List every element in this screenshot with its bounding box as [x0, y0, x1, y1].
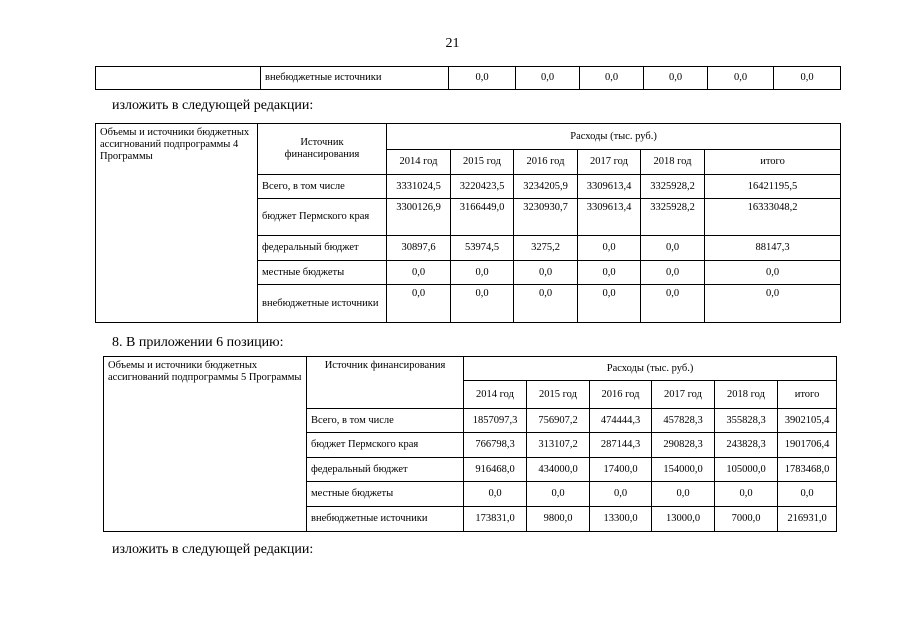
value-cell: 13000,0 [652, 507, 715, 532]
value-cell: 0,0 [451, 261, 514, 285]
heading-appendix-6: 8. В приложении 6 позицию: [112, 335, 284, 350]
source-header: Источник финансирования [307, 357, 464, 409]
value-cell: 434000,0 [527, 458, 590, 482]
program-cell: Объемы и источники бюджетных ассигнований подпрограммы 4 Программы [96, 124, 258, 323]
value-cell: 3300126,9 [387, 199, 451, 236]
value-cell: 0,0 [578, 285, 641, 323]
year-header: 2017 год [652, 381, 715, 409]
value-cell: 457828,3 [652, 409, 715, 433]
value-cell: 0,0 [514, 261, 578, 285]
row-label: местные бюджеты [307, 482, 464, 507]
value-cell: 0,0 [641, 236, 705, 261]
value-cell: 88147,3 [705, 236, 841, 261]
value-cell: 3309613,4 [578, 175, 641, 199]
value-cell: 30897,6 [387, 236, 451, 261]
value-cell: 0,0 [705, 285, 841, 323]
value-cell: 7000,0 [715, 507, 778, 532]
value-cell: 16421195,5 [705, 175, 841, 199]
value-cell: 16333048,2 [705, 199, 841, 236]
value-cell: 0,0 [641, 261, 705, 285]
value-cell: 0,0 [514, 285, 578, 323]
value-cell: 9800,0 [527, 507, 590, 532]
page-number: 21 [445, 36, 460, 51]
heading-edit-instruction-1: изложить в следующей редакции: [112, 98, 314, 113]
value-cell: 313107,2 [527, 433, 590, 458]
value-cell: 0,0 [715, 482, 778, 507]
value-cell: 17400,0 [590, 458, 652, 482]
heading-edit-instruction-2: изложить в следующей редакции: [112, 542, 314, 557]
value-cell: 355828,3 [715, 409, 778, 433]
source-header: Источник финансирования [258, 124, 387, 175]
value-cell: 105000,0 [715, 458, 778, 482]
year-header: 2018 год [715, 381, 778, 409]
value-cell: 0,0 [778, 482, 837, 507]
value-cell: 290828,3 [652, 433, 715, 458]
row-label: местные бюджеты [258, 261, 387, 285]
value-cell: 216931,0 [778, 507, 837, 532]
value-cell: 0,0 [590, 482, 652, 507]
value-cell: 53974,5 [451, 236, 514, 261]
value-cell: 3166449,0 [451, 199, 514, 236]
year-header: 2014 год [464, 381, 527, 409]
value-cell: 1857097,3 [464, 409, 527, 433]
value-cell: 243828,3 [715, 433, 778, 458]
value-cell: 0,0 [464, 482, 527, 507]
value-cell: 474444,3 [590, 409, 652, 433]
row-label: Всего, в том числе [258, 175, 387, 199]
year-header: 2016 год [590, 381, 652, 409]
value-cell: 0,0 [451, 285, 514, 323]
value-cell: 0,0 [708, 67, 774, 90]
program-cell: Объемы и источники бюджетных ассигнований подпрограммы 5 Программы [104, 357, 307, 532]
year-header: 2018 год [641, 150, 705, 175]
value-cell: 287144,3 [590, 433, 652, 458]
value-cell: 0,0 [644, 67, 708, 90]
value-cell: 3230930,7 [514, 199, 578, 236]
value-cell: 0,0 [641, 285, 705, 323]
year-header: 2016 год [514, 150, 578, 175]
continuation-table [95, 66, 841, 90]
value-cell: 1901706,4 [778, 433, 837, 458]
value-cell: 154000,0 [652, 458, 715, 482]
value-cell: 0,0 [516, 67, 580, 90]
row-label: внебюджетные источники [307, 507, 464, 532]
table-row [96, 67, 841, 90]
value-cell: 0,0 [580, 67, 644, 90]
year-header: 2017 год [578, 150, 641, 175]
value-cell: 0,0 [527, 482, 590, 507]
value-cell: 173831,0 [464, 507, 527, 532]
value-cell: 756907,2 [527, 409, 590, 433]
subprogram-5-table [103, 356, 837, 532]
value-cell: 916468,0 [464, 458, 527, 482]
total-header: итого [705, 150, 841, 175]
total-header: итого [778, 381, 837, 409]
row-label: федеральный бюджет [307, 458, 464, 482]
value-cell: 0,0 [578, 236, 641, 261]
value-cell: 3234205,9 [514, 175, 578, 199]
year-header: 2014 год [387, 150, 451, 175]
value-cell: 3309613,4 [578, 199, 641, 236]
value-cell: 3220423,5 [451, 175, 514, 199]
expenses-header: Расходы (тыс. руб.) [387, 124, 841, 150]
value-cell: 1783468,0 [778, 458, 837, 482]
value-cell: 0,0 [652, 482, 715, 507]
table-header-row [96, 124, 841, 150]
row-label: внебюджетные источники [258, 285, 387, 323]
row-label: федеральный бюджет [258, 236, 387, 261]
expenses-header: Расходы (тыс. руб.) [464, 357, 837, 381]
value-cell: 3325928,2 [641, 175, 705, 199]
table-header-row [104, 357, 837, 381]
row-label: бюджет Пермского края [307, 433, 464, 458]
value-cell: 3902105,4 [778, 409, 837, 433]
value-cell: 0,0 [449, 67, 516, 90]
value-cell: 766798,3 [464, 433, 527, 458]
row-label: бюджет Пермского края [258, 199, 387, 236]
year-header: 2015 год [451, 150, 514, 175]
value-cell: 0,0 [705, 261, 841, 285]
value-cell: 0,0 [774, 67, 841, 90]
value-cell: 0,0 [387, 285, 451, 323]
value-cell: 13300,0 [590, 507, 652, 532]
row-label: Всего, в том числе [307, 409, 464, 433]
value-cell: 3331024,5 [387, 175, 451, 199]
value-cell: 3325928,2 [641, 199, 705, 236]
row-label: внебюджетные источники [261, 67, 449, 90]
value-cell: 0,0 [387, 261, 451, 285]
subprogram-4-table [95, 123, 841, 323]
value-cell: 0,0 [578, 261, 641, 285]
empty-cell [96, 67, 261, 90]
year-header: 2015 год [527, 381, 590, 409]
value-cell: 3275,2 [514, 236, 578, 261]
